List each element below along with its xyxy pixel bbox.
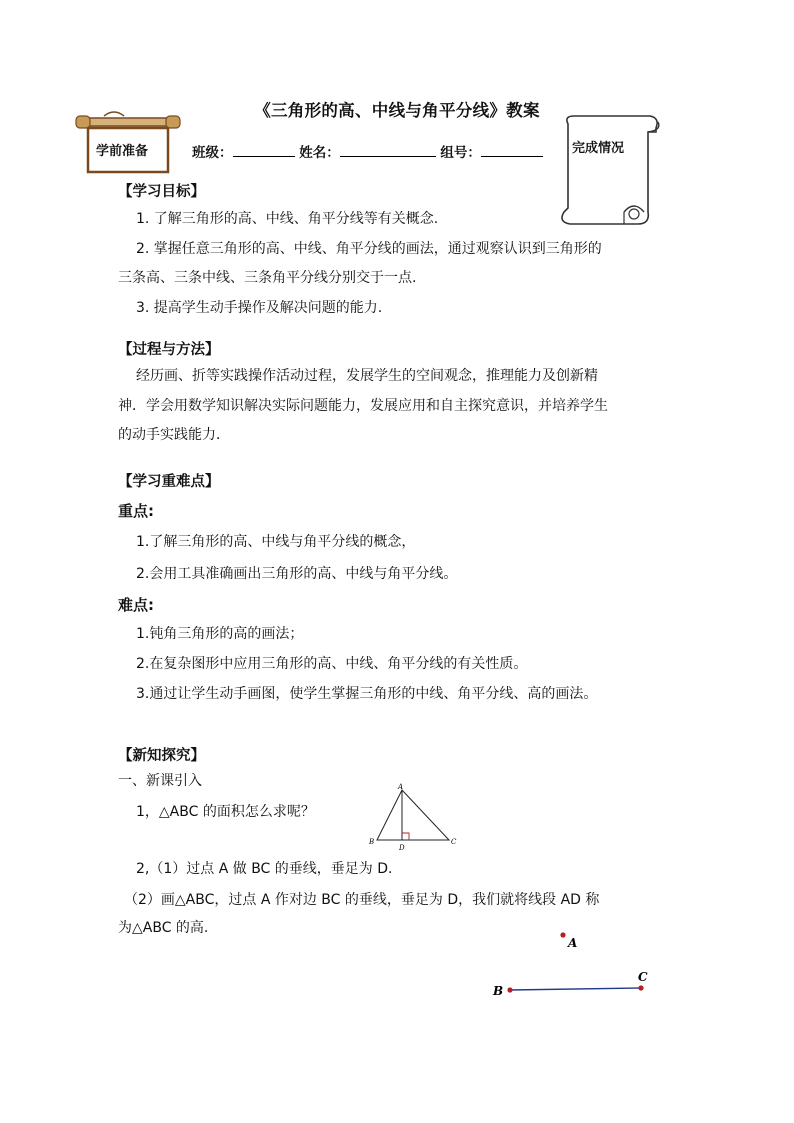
fig-label-c: C	[638, 970, 648, 984]
key-item: 1.了解三角形的高、中线与角平分线的概念，	[136, 534, 416, 550]
goal-item: 三条高、三条中线、三条角平分线分别交于一点.	[118, 270, 417, 286]
point-b	[507, 987, 512, 992]
key-item: 2.会用工具准确画出三角形的高、中线与角平分线。	[136, 566, 458, 582]
difficult-item: 2.在复杂图形中应用三角形的高、中线、角平分线的有关性质。	[136, 656, 528, 672]
question-3-line1: （2）画△ABC，过点 A 作对边 BC 的垂线，垂足为 D，我们就将线段 AD 称	[124, 892, 600, 908]
goal-item: 2. 掌握任意三角形的高、中线、角平分线的画法，通过观察认识到三角形的	[136, 241, 602, 257]
name-field[interactable]	[340, 142, 436, 157]
process-line: 经历画、折等实践操作活动过程，发展学生的空间观念，推理能力及创新精	[136, 368, 598, 384]
label-d: D	[399, 844, 405, 852]
process-line: 神．学会用数学知识解决实际问题能力，发展应用和自主探究意识，并培养学生	[118, 398, 608, 414]
drawing-point-a-segment-bc	[480, 925, 660, 1005]
class-field[interactable]	[233, 142, 295, 157]
point-c	[638, 985, 643, 990]
completion-label: 完成情况	[572, 141, 625, 156]
goals-heading: 【学习目标】	[118, 184, 205, 200]
difficult-item: 3.通过让学生动手画图，使学生掌握三角形的中线、角平分线、高的画法。	[136, 686, 598, 702]
question-1: 1，△ABC 的面积怎么求呢？	[136, 804, 315, 820]
key-label: 重点:	[118, 502, 154, 520]
question-2: 2,（1）过点 A 做 BC 的垂线，垂足为 D.	[136, 861, 393, 877]
label-b: B	[369, 838, 375, 846]
process-line: 的动手实践能力．	[118, 427, 230, 443]
group-label: 组号：	[440, 145, 481, 161]
label-c: C	[451, 838, 457, 846]
label-a: A	[398, 783, 404, 791]
fig-label-b: B	[493, 984, 504, 998]
difficult-label: 难点:	[118, 596, 154, 614]
difficult-item: 1.钝角三角形的高的画法；	[136, 626, 304, 642]
question-3-line2: 为△ABC 的高.	[118, 920, 209, 936]
segment-bc	[510, 988, 641, 990]
right-angle-mark	[402, 833, 409, 840]
class-label: 班级：	[192, 145, 233, 161]
group-field[interactable]	[481, 142, 543, 157]
info-row	[192, 141, 543, 161]
goal-item: 3. 提高学生动手操作及解决问题的能力.	[136, 300, 383, 316]
explore-heading: 【新知探究】	[118, 748, 205, 764]
name-label: 姓名：	[299, 145, 340, 161]
explore-intro: 一、新课引入	[118, 773, 202, 789]
fig-label-a: A	[568, 936, 578, 950]
badge-label: 学前准备	[96, 144, 149, 159]
point-a	[560, 932, 565, 937]
page-title: 《三角形的高、中线与角平分线》教案	[254, 101, 540, 120]
triangle-abc-figure	[365, 782, 465, 854]
key-difficult-heading: 【学习重难点】	[118, 474, 220, 490]
process-heading: 【过程与方法】	[118, 342, 220, 358]
goal-item: 1. 了解三角形的高、中线、角平分线等有关概念.	[136, 211, 439, 227]
completion-scroll-icon	[550, 112, 665, 230]
